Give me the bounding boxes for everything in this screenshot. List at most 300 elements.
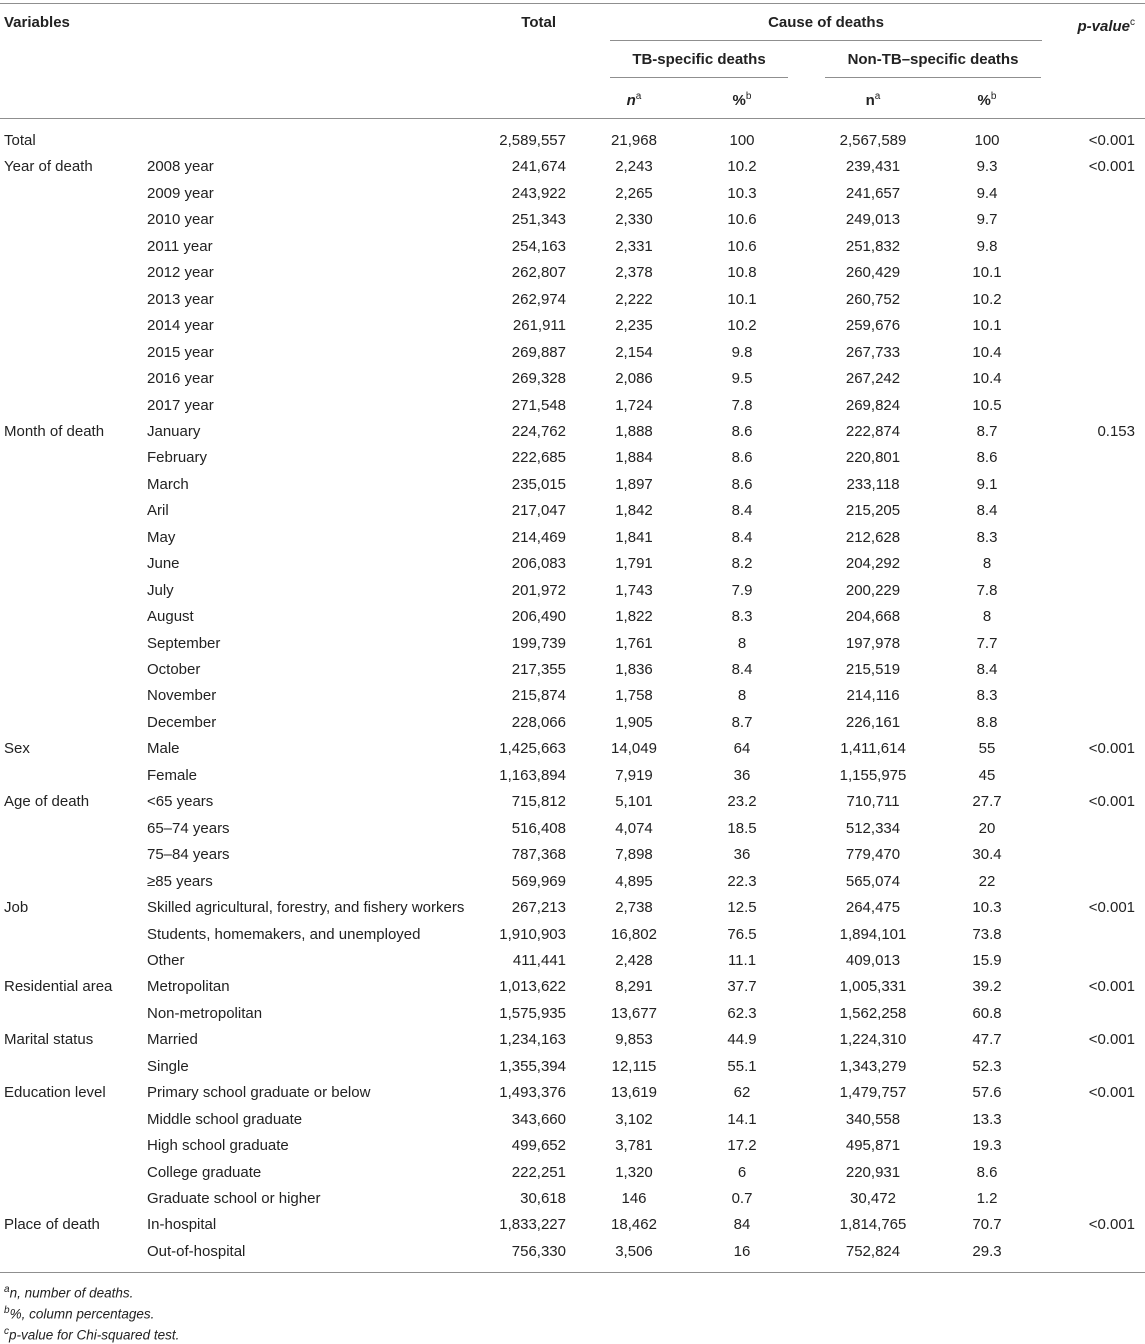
- non-tb-n-cell: 1,479,757: [839, 1084, 907, 1102]
- non-tb-pct-cell: 39.2: [972, 978, 1002, 996]
- tb-pct-cell: 62.3: [727, 1004, 757, 1022]
- table-row: [0, 736, 1145, 763]
- p-value-cell: <0.001: [1088, 1216, 1135, 1234]
- tb-n-cell: 13,677: [611, 1004, 657, 1022]
- tb-pct-cell: 8: [737, 687, 747, 705]
- non-tb-pct-cell: 8.3: [976, 687, 998, 705]
- total-cell: 243,922: [511, 184, 566, 202]
- tb-n-cell: 4,895: [615, 872, 653, 890]
- non-tb-pct-cell: 100: [974, 132, 1000, 149]
- subgroup-cell: Out-of-hospital: [147, 1242, 246, 1260]
- variable-cell: Age of death: [4, 793, 90, 811]
- p-value-cell: <0.001: [1088, 132, 1135, 149]
- non-tb-pct-cell: 10.1: [972, 264, 1002, 282]
- tb-pct-cell: 10.6: [727, 211, 757, 229]
- p-value-cell: <0.001: [1088, 1084, 1135, 1102]
- total-cell: 251,343: [511, 211, 566, 229]
- subgroup-cell: September: [147, 634, 221, 652]
- non-tb-n-cell: 1,155,975: [839, 766, 907, 784]
- tb-pct-cell: 10.2: [727, 158, 757, 176]
- total-cell: 30,618: [520, 1190, 566, 1207]
- p-value-cell: <0.001: [1088, 978, 1135, 996]
- tb-pct-cell: 37.7: [727, 978, 757, 996]
- p-value-cell: <0.001: [1088, 793, 1135, 811]
- non-tb-n-cell: 233,118: [846, 475, 900, 493]
- tb-pct-cell: 6: [737, 1163, 747, 1181]
- table-row: [0, 154, 1145, 181]
- tb-n-cell: 1,758: [615, 687, 653, 705]
- non-tb-n-cell: 226,161: [845, 713, 901, 731]
- table-row: [0, 207, 1145, 234]
- total-cell: 756,330: [511, 1242, 566, 1260]
- subgroup-cell: ≥85 years: [147, 872, 213, 890]
- total-cell: 1,493,376: [499, 1084, 566, 1102]
- non-tb-n-cell: 197,978: [845, 634, 901, 652]
- tb-pct-cell: 0.7: [731, 1190, 753, 1207]
- tb-pct-cell: 14.1: [727, 1110, 757, 1128]
- tb-n-cell: 3,506: [615, 1242, 653, 1260]
- total-cell: 217,047: [511, 502, 566, 520]
- non-tb-n-cell: 204,668: [845, 608, 901, 626]
- non-tb-n-cell: 30,472: [850, 1190, 896, 1207]
- table-row: [0, 1133, 1145, 1160]
- footnote-text: n, number of deaths.: [9, 1285, 134, 1301]
- non-tb-pct-cell: 9.7: [976, 211, 998, 229]
- table-row: [0, 260, 1145, 287]
- tb-n-cell: 14,049: [611, 740, 657, 758]
- non-tb-pct-cell: 45: [978, 766, 996, 784]
- header-non-tb-specific: Non-TB–specific deaths: [847, 51, 1019, 68]
- tb-pct-cell: 11.1: [727, 951, 757, 969]
- tb-pct-cell: 8.3: [731, 608, 753, 626]
- non-tb-pct-cell: 8.6: [976, 1163, 998, 1181]
- variable-cell: Place of death: [4, 1216, 100, 1234]
- tb-n-cell: 2,378: [615, 264, 653, 282]
- total-cell: 1,355,394: [499, 1057, 566, 1075]
- variable-cell: Marital status: [4, 1031, 94, 1049]
- variable-cell: Job: [4, 899, 29, 917]
- table-row: [0, 816, 1145, 843]
- non-tb-n-cell: 267,733: [845, 343, 901, 361]
- tb-n-cell: 5,101: [615, 793, 653, 811]
- non-tb-pct-cell: 10.3: [972, 899, 1002, 917]
- subgroup-cell: 75–84 years: [147, 846, 230, 864]
- header-total: Total: [521, 14, 556, 31]
- subgroup-cell: 2011 year: [147, 237, 213, 255]
- table-row: [0, 763, 1145, 790]
- total-cell: 343,660: [511, 1110, 566, 1128]
- non-tb-pct-cell: 70.7: [972, 1216, 1002, 1234]
- tb-n-cell: 16,802: [611, 925, 657, 943]
- header-variables: Variables: [4, 14, 70, 31]
- non-tb-n-cell: 512,334: [845, 819, 901, 837]
- table-row: [0, 340, 1145, 367]
- subgroup-cell: 2013 year: [147, 290, 214, 308]
- tb-n-cell: 2,086: [615, 370, 653, 388]
- tb-n-cell: 1,905: [615, 713, 653, 731]
- non-tb-pct-cell: 52.3: [972, 1057, 1002, 1075]
- table-row: [0, 366, 1145, 393]
- cause-subheader-rule: [610, 40, 1042, 41]
- table-row: [0, 683, 1145, 710]
- tb-n-cell: 2,265: [615, 184, 653, 202]
- subgroup-cell: Non-metropolitan: [147, 1004, 263, 1022]
- total-cell: 267,213: [511, 899, 566, 917]
- non-tb-pct-cell: 8: [982, 608, 992, 626]
- variable-cell: Sex: [4, 740, 30, 758]
- non-tb-pct-cell: 73.8: [972, 925, 1002, 943]
- tb-pct-cell: 64: [733, 740, 751, 758]
- tb-pct-cell: 17.2: [727, 1137, 757, 1155]
- tb-pct-cell: 8.7: [731, 713, 753, 731]
- footnote-mark: b: [4, 1305, 10, 1316]
- non-tb-pct-cell: 8.4: [976, 502, 998, 520]
- tb-n-cell: 9,853: [615, 1031, 653, 1049]
- non-tb-pct-cell: 10.2: [972, 290, 1002, 308]
- non-tb-pct-cell: 10.1: [972, 317, 1002, 335]
- non-tb-n-cell: 251,832: [845, 237, 901, 255]
- total-cell: 199,739: [511, 634, 566, 652]
- non-tb-pct-cell: 7.8: [976, 581, 998, 599]
- table-row: [0, 472, 1145, 499]
- table-row: [0, 842, 1145, 869]
- non-tb-pct-cell: 1.2: [976, 1190, 998, 1207]
- table-row: [0, 498, 1145, 525]
- non-tb-n-cell: 1,343,279: [839, 1057, 907, 1075]
- non-tb-n-cell: 1,224,310: [839, 1031, 907, 1049]
- non-tb-n-cell: 260,429: [845, 264, 901, 282]
- subgroup-cell: Skilled agricultural, forestry, and fishery workers: [147, 899, 465, 917]
- table-row: [0, 1054, 1145, 1081]
- tb-n-cell: 13,619: [611, 1084, 657, 1102]
- subgroup-cell: College graduate: [147, 1163, 262, 1181]
- table-row: [0, 1160, 1145, 1187]
- non-tb-pct-cell: 9.8: [976, 237, 998, 255]
- non-tb-pct-cell: 10.4: [972, 370, 1002, 388]
- tb-n-cell: 2,330: [615, 211, 653, 229]
- total-cell: 569,969: [511, 872, 566, 890]
- tb-pct-cell: 10.1: [727, 290, 757, 308]
- pct-label: %: [732, 92, 746, 109]
- variable-cell: Month of death: [4, 422, 105, 440]
- tb-pct-cell: 36: [733, 846, 751, 864]
- non-tb-n-cell: 220,801: [845, 449, 901, 467]
- total-cell: 516,408: [511, 819, 566, 837]
- non-tb-pct-cell: 22: [978, 872, 996, 890]
- total-cell: 787,368: [511, 846, 566, 864]
- table-row: [0, 234, 1145, 261]
- non-tb-pct-cell: 20: [978, 819, 996, 837]
- subgroup-cell: October: [147, 661, 201, 678]
- non-tb-n-cell: 220,931: [845, 1163, 901, 1181]
- subgroup-cell: 2008 year: [147, 158, 214, 176]
- table-row: [0, 974, 1145, 1001]
- tb-pct-cell: 10.3: [727, 184, 757, 202]
- total-cell: 206,490: [511, 608, 566, 626]
- table-top-rule: [0, 3, 1145, 4]
- tb-n-cell: 2,222: [615, 290, 653, 308]
- tb-n-cell: 2,154: [615, 343, 653, 361]
- table-row: [0, 604, 1145, 631]
- non-tb-pct-cell: 47.7: [972, 1031, 1002, 1049]
- non-tb-pct-cell: 9.4: [976, 184, 998, 202]
- table-row: [0, 181, 1145, 208]
- subgroup-cell: 65–74 years: [147, 819, 230, 837]
- tb-pct-cell: 9.8: [731, 343, 753, 361]
- total-cell: 271,548: [511, 396, 566, 414]
- footnote-mark: a: [4, 1284, 10, 1295]
- tb-pct-cell: 44.9: [727, 1031, 757, 1049]
- tb-n-cell: 1,743: [615, 581, 653, 599]
- footnote-text: %, column percentages.: [9, 1306, 155, 1322]
- tb-n-cell: 8,291: [615, 978, 653, 996]
- table-row: [0, 789, 1145, 816]
- tb-n-cell: 1,320: [615, 1163, 653, 1181]
- tb-n-cell: 2,738: [615, 899, 653, 917]
- tb-pct-cell: 8.4: [731, 502, 753, 520]
- tb-pct-cell: 62: [733, 1084, 751, 1102]
- non-tb-n-cell: 204,292: [845, 555, 901, 573]
- total-cell: 411,441: [512, 951, 566, 969]
- total-cell: 201,972: [511, 581, 566, 599]
- non-tb-n-cell: 264,475: [845, 899, 901, 917]
- non-tb-n-cell: 200,229: [845, 581, 901, 599]
- table-row: [0, 393, 1145, 420]
- tb-pct-cell: 55.1: [727, 1057, 757, 1075]
- tb-subheader-rule: [610, 77, 788, 78]
- tb-pct-cell: 8: [737, 634, 747, 652]
- total-cell: 269,887: [511, 343, 566, 361]
- total-cell: 1,425,663: [499, 740, 566, 758]
- footnote-b: [4, 1303, 154, 1323]
- total-cell: 224,762: [511, 422, 566, 440]
- total-cell: 254,163: [511, 237, 566, 255]
- p-value-cell: <0.001: [1088, 1031, 1135, 1049]
- tb-pct-cell: 10.8: [727, 264, 757, 282]
- tb-n-cell: 1,841: [615, 528, 653, 546]
- total-cell: 262,807: [511, 264, 566, 282]
- p-value-cell: <0.001: [1088, 158, 1135, 176]
- subgroup-cell: High school graduate: [147, 1137, 289, 1155]
- non-tb-pct-cell: 7.7: [976, 634, 998, 652]
- non-tb-pct-cell: 55: [978, 740, 996, 758]
- subgroup-cell: 2017 year: [147, 396, 214, 414]
- tb-pct-cell: 8.4: [731, 528, 753, 546]
- variable-cell: Residential area: [4, 978, 113, 996]
- total-cell: 269,328: [511, 370, 566, 388]
- table-row: [0, 419, 1145, 446]
- subgroup-cell: July: [147, 581, 174, 599]
- tb-pct-cell: 84: [733, 1216, 751, 1234]
- non-tb-pct-cell: 9.1: [976, 475, 998, 493]
- non-tb-n-cell: 565,074: [845, 872, 901, 890]
- table-row: [0, 657, 1145, 684]
- header-p-value: [1077, 14, 1135, 36]
- tb-pct-cell: 9.5: [731, 370, 753, 388]
- non-tb-pct-cell: 10.5: [972, 396, 1002, 414]
- table-row: [0, 1027, 1145, 1054]
- non-tb-n-cell: 409,013: [845, 951, 901, 969]
- header-non-n: [813, 88, 933, 110]
- subgroup-cell: Students, homemakers, and unemployed: [147, 925, 421, 943]
- tb-pct-cell: 23.2: [727, 793, 757, 811]
- tb-pct-cell: 22.3: [727, 872, 757, 890]
- table-row: [0, 710, 1145, 737]
- pct-sup: b: [745, 91, 752, 102]
- table-row: [0, 313, 1145, 340]
- non-tb-n-cell: 495,871: [845, 1137, 901, 1155]
- subgroup-cell: December: [147, 713, 217, 731]
- table-row: [0, 1239, 1145, 1266]
- header-cause-of-deaths: Cause of deaths: [768, 14, 884, 31]
- subgroup-cell: Aril: [147, 502, 169, 520]
- non-tb-pct-cell: 8.8: [976, 713, 998, 731]
- table-row: [0, 869, 1145, 896]
- total-cell: 217,355: [511, 661, 566, 678]
- subgroup-cell: Other: [147, 951, 185, 969]
- tb-n-cell: 2,331: [615, 237, 653, 255]
- non-tb-n-cell: 222,874: [845, 422, 901, 440]
- table-row: [0, 1107, 1145, 1134]
- tb-n-cell: 1,791: [615, 555, 653, 573]
- table-row: [0, 922, 1145, 949]
- tb-n-cell: 3,781: [615, 1137, 653, 1155]
- tb-pct-cell: 76.5: [727, 925, 757, 943]
- table-row: [0, 631, 1145, 658]
- tb-pct-cell: 18.5: [727, 819, 757, 837]
- subgroup-cell: 2012 year: [147, 264, 214, 282]
- subgroup-cell: 2009 year: [147, 184, 214, 202]
- footnote-a: [4, 1282, 133, 1302]
- non-tb-n-cell: 710,711: [846, 793, 900, 811]
- non-tb-pct-cell: 29.3: [972, 1242, 1002, 1260]
- table-row: [0, 287, 1145, 314]
- total-cell: 262,974: [511, 290, 566, 308]
- total-cell: 261,911: [512, 317, 566, 335]
- subgroup-cell: Female: [147, 766, 198, 784]
- non-tb-n-cell: 249,013: [845, 211, 901, 229]
- non-tb-n-cell: 1,005,331: [839, 978, 907, 996]
- tb-n-cell: 1,888: [615, 422, 653, 440]
- non-tb-pct-cell: 60.8: [972, 1004, 1002, 1022]
- p-value-cell: <0.001: [1088, 899, 1135, 917]
- subgroup-cell: Married: [147, 1031, 198, 1049]
- non-tb-pct-cell: 30.4: [972, 846, 1002, 864]
- tb-pct-cell: 8.6: [731, 475, 753, 493]
- subgroup-cell: Primary school graduate or below: [147, 1084, 371, 1102]
- total-cell: 1,234,163: [499, 1031, 566, 1049]
- non-tb-n-cell: 215,205: [845, 502, 901, 520]
- n-label: n: [865, 92, 875, 109]
- subgroup-cell: Metropolitan: [147, 978, 230, 996]
- table-row: [0, 1212, 1145, 1239]
- subgroup-cell: Graduate school or higher: [147, 1190, 321, 1207]
- total-cell: 235,015: [511, 475, 566, 493]
- subgroup-cell: January: [147, 422, 201, 440]
- non-tb-n-cell: 267,242: [845, 370, 901, 388]
- non-tb-n-cell: 239,431: [845, 158, 901, 176]
- non-tb-pct-cell: 57.6: [972, 1084, 1002, 1102]
- non-tb-pct-cell: 8.4: [976, 661, 998, 678]
- subgroup-cell: 2016 year: [147, 370, 214, 388]
- header-tb-specific: TB-specific deaths: [632, 51, 766, 68]
- non-tb-n-cell: 752,824: [845, 1242, 901, 1260]
- non-tb-subheader-rule: [825, 77, 1041, 78]
- non-tb-n-cell: 1,814,765: [839, 1216, 907, 1234]
- n-label: n: [626, 92, 636, 109]
- tb-pct-cell: 8.6: [731, 449, 753, 467]
- tb-n-cell: 7,898: [615, 846, 653, 864]
- non-tb-pct-cell: 8.7: [976, 422, 998, 440]
- footnote-text: p-value for Chi-squared test.: [9, 1327, 180, 1343]
- tb-pct-cell: 10.6: [727, 237, 757, 255]
- table-row: [0, 128, 1145, 155]
- non-tb-n-cell: 779,470: [845, 846, 901, 864]
- non-tb-pct-cell: 10.4: [972, 343, 1002, 361]
- non-tb-n-cell: 241,657: [845, 184, 901, 202]
- tb-pct-cell: 7.9: [731, 581, 753, 599]
- tb-n-cell: 7,919: [615, 766, 653, 784]
- non-tb-pct-cell: 27.7: [972, 793, 1002, 811]
- total-cell: 222,251: [511, 1163, 566, 1181]
- header-tb-pct: [705, 88, 779, 110]
- total-cell: 499,652: [511, 1137, 566, 1155]
- tb-n-cell: 2,428: [615, 951, 653, 969]
- tb-n-cell: 1,842: [615, 502, 653, 520]
- tb-n-cell: 1,836: [615, 661, 653, 678]
- table-row: [0, 1001, 1145, 1028]
- tb-n-cell: 21,968: [611, 132, 657, 149]
- subgroup-cell: August: [147, 608, 194, 626]
- total-cell: 215,874: [511, 687, 566, 705]
- p-value-cell: 0.153: [1097, 422, 1135, 440]
- variable-cell: Total: [4, 132, 36, 149]
- tb-pct-cell: 8.2: [731, 555, 753, 573]
- tb-pct-cell: 8.4: [731, 661, 753, 678]
- subgroup-cell: June: [147, 555, 180, 573]
- total-cell: 2,589,557: [499, 132, 566, 149]
- non-tb-pct-cell: 15.9: [972, 951, 1002, 969]
- pct-sup: b: [990, 91, 997, 102]
- tb-pct-cell: 12.5: [727, 899, 757, 917]
- non-tb-pct-cell: 19.3: [972, 1137, 1002, 1155]
- non-tb-n-cell: 260,752: [845, 290, 901, 308]
- non-tb-pct-cell: 8: [982, 555, 992, 573]
- subgroup-cell: <65 years: [147, 793, 214, 811]
- subgroup-cell: In-hospital: [147, 1216, 217, 1234]
- total-cell: 1,013,622: [499, 978, 566, 996]
- subgroup-cell: May: [147, 528, 176, 546]
- total-cell: 1,833,227: [499, 1216, 566, 1234]
- tb-pct-cell: 16: [733, 1242, 751, 1260]
- variable-cell: Year of death: [4, 158, 93, 176]
- total-cell: 228,066: [511, 713, 566, 731]
- table-row: [0, 551, 1145, 578]
- tb-n-cell: 1,884: [615, 449, 653, 467]
- tb-n-cell: 1,822: [615, 608, 653, 626]
- subgroup-cell: Single: [147, 1057, 189, 1075]
- n-sup: a: [635, 91, 642, 102]
- non-tb-n-cell: 212,628: [845, 528, 901, 546]
- pct-label: %: [977, 92, 991, 109]
- subgroup-cell: 2014 year: [147, 317, 214, 335]
- tb-pct-cell: 7.8: [731, 396, 753, 414]
- subgroup-cell: 2015 year: [147, 343, 214, 361]
- table-row: [0, 895, 1145, 922]
- subgroup-cell: 2010 year: [147, 211, 214, 229]
- tb-pct-cell: 8.6: [731, 422, 753, 440]
- n-sup: a: [874, 91, 881, 102]
